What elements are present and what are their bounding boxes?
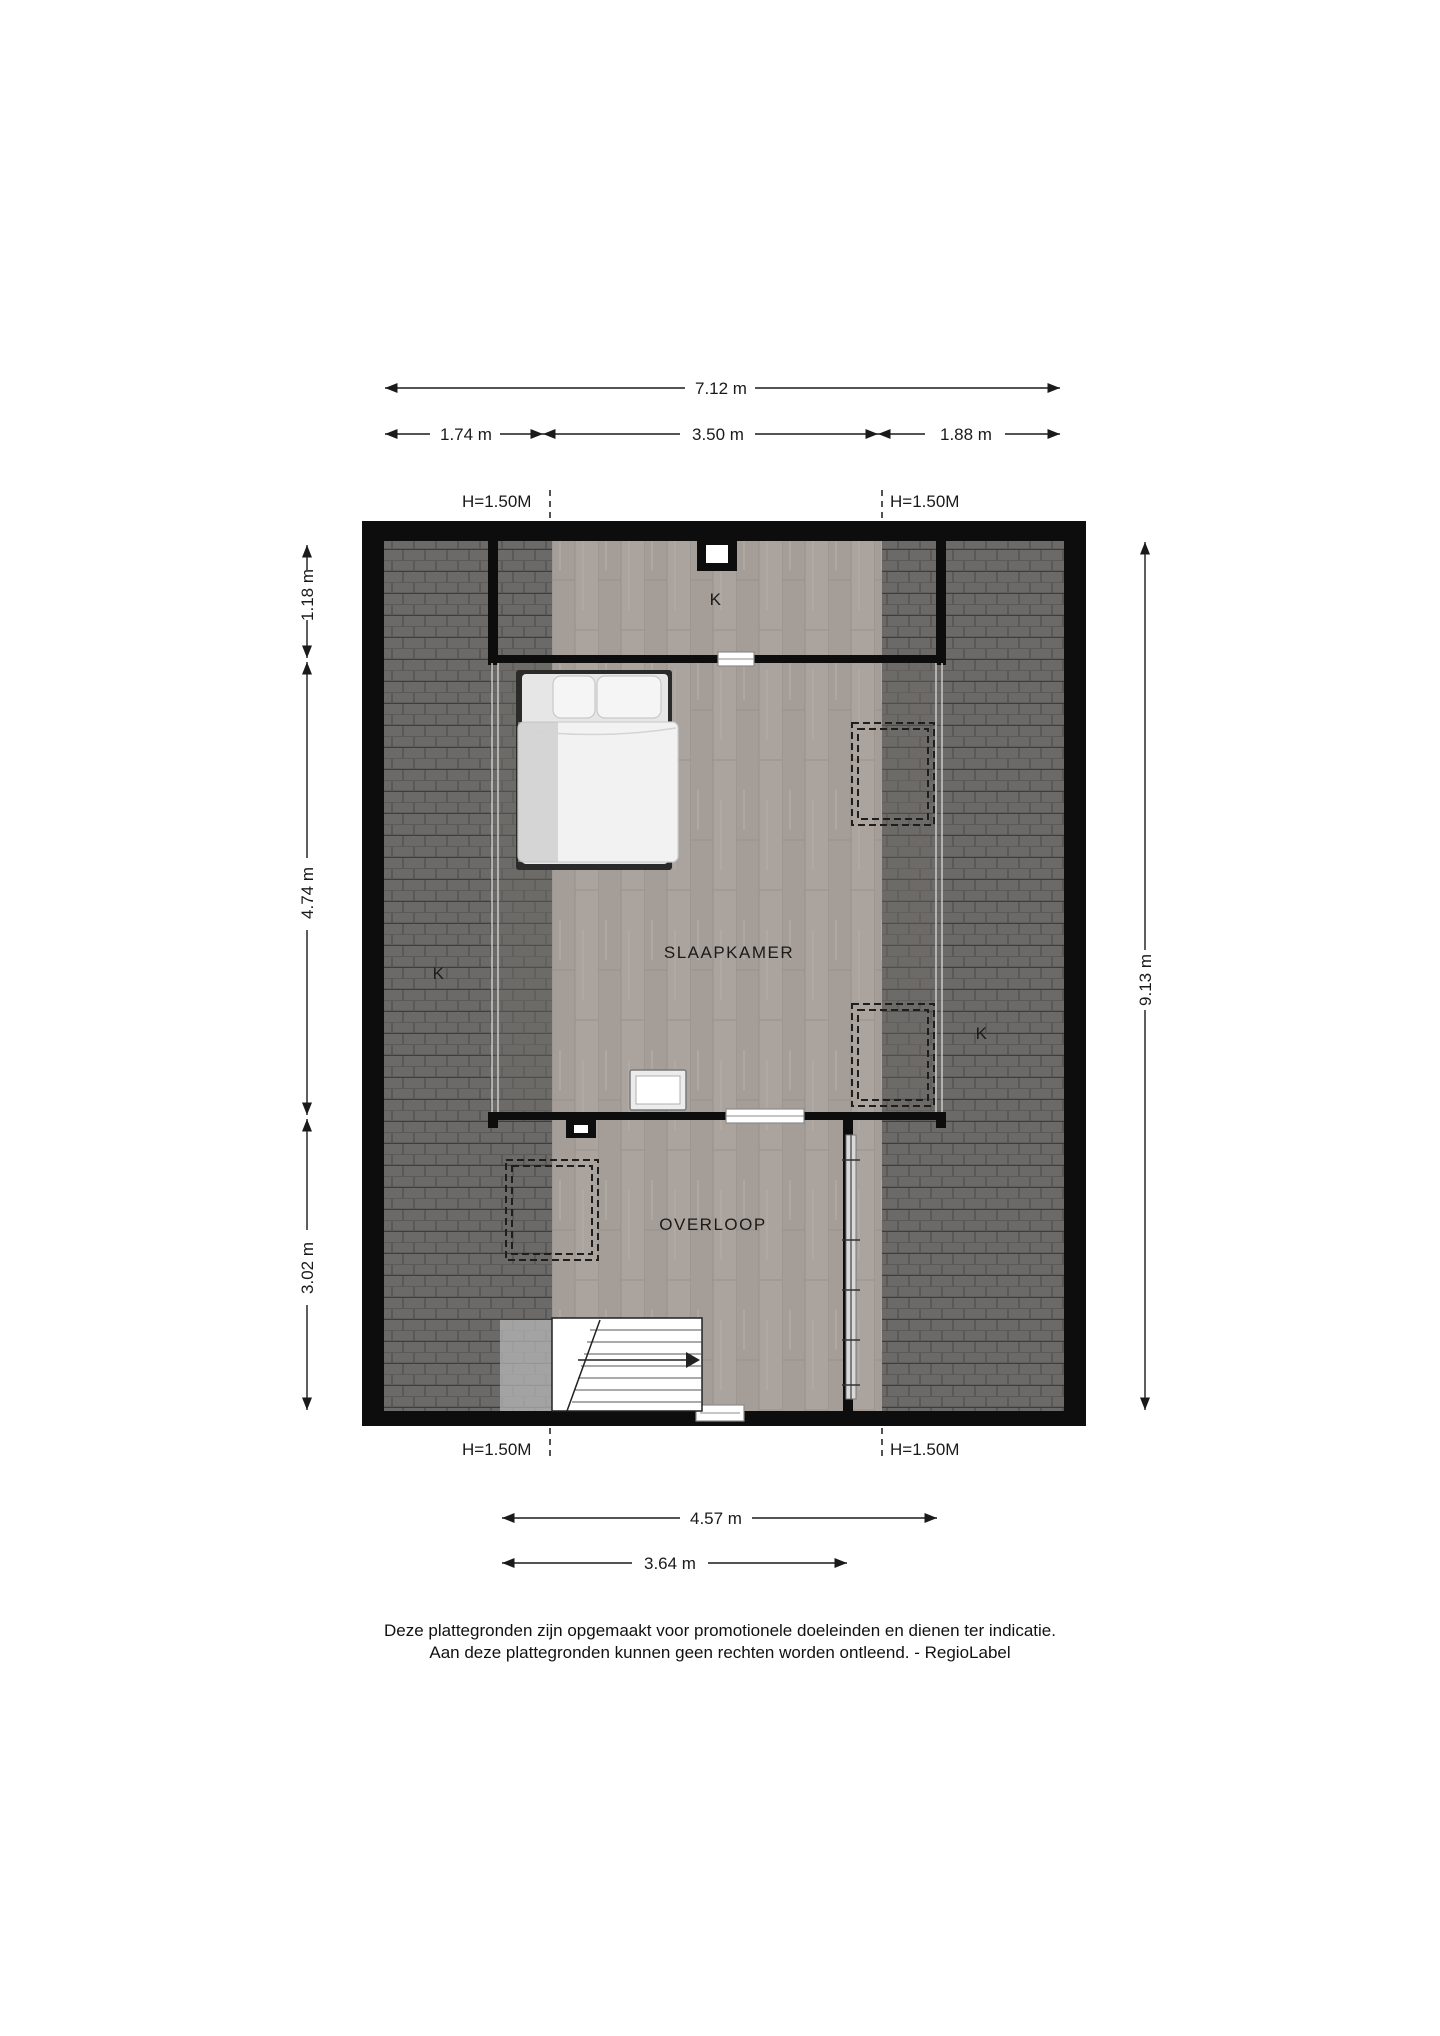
vent-icon	[566, 1120, 596, 1138]
dim-bottom-a: 4.57 m	[690, 1509, 742, 1528]
cabinet-icon	[630, 1070, 686, 1110]
dim-bottom-b: 3.64 m	[644, 1554, 696, 1573]
dim-top-left: 1.74 m	[440, 425, 492, 444]
dim-right-total: 9.13 m	[1136, 954, 1155, 1006]
disclaimer-line-1: Deze plattegronden zijn opgemaakt voor promotionele doeleinden en dienen ter indicatie.	[384, 1621, 1056, 1640]
disclaimer-line-2: Aan deze plattegronden kunnen geen rechten worden ontleend. - RegioLabel	[429, 1643, 1011, 1662]
dim-top-total: 7.12 m	[695, 379, 747, 398]
room-label-landing: OVERLOOP	[659, 1215, 767, 1234]
bed-icon	[516, 670, 678, 870]
room-label-bedroom: SLAAPKAMER	[663, 943, 795, 962]
dim-left-mid: 4.74 m	[298, 867, 317, 919]
height-mark-bottom-right: H=1.50M	[890, 1440, 960, 1459]
height-mark-top-left: H=1.50M	[462, 492, 532, 511]
staircase-icon	[552, 1318, 702, 1411]
dim-left-bottom: 3.02 m	[298, 1242, 317, 1294]
height-mark-top-right: H=1.50M	[890, 492, 960, 511]
dim-top-right: 1.88 m	[940, 425, 992, 444]
chimney-icon	[697, 537, 737, 571]
dim-top-mid: 3.50 m	[692, 425, 744, 444]
label-k-right: K	[975, 1024, 989, 1043]
label-k-top: K	[709, 590, 723, 609]
height-mark-bottom-left: H=1.50M	[462, 1440, 532, 1459]
dim-left-top: 1.18 m	[298, 569, 317, 621]
label-k-left: K	[432, 964, 446, 983]
disclaimer	[0, 1620, 1440, 1664]
